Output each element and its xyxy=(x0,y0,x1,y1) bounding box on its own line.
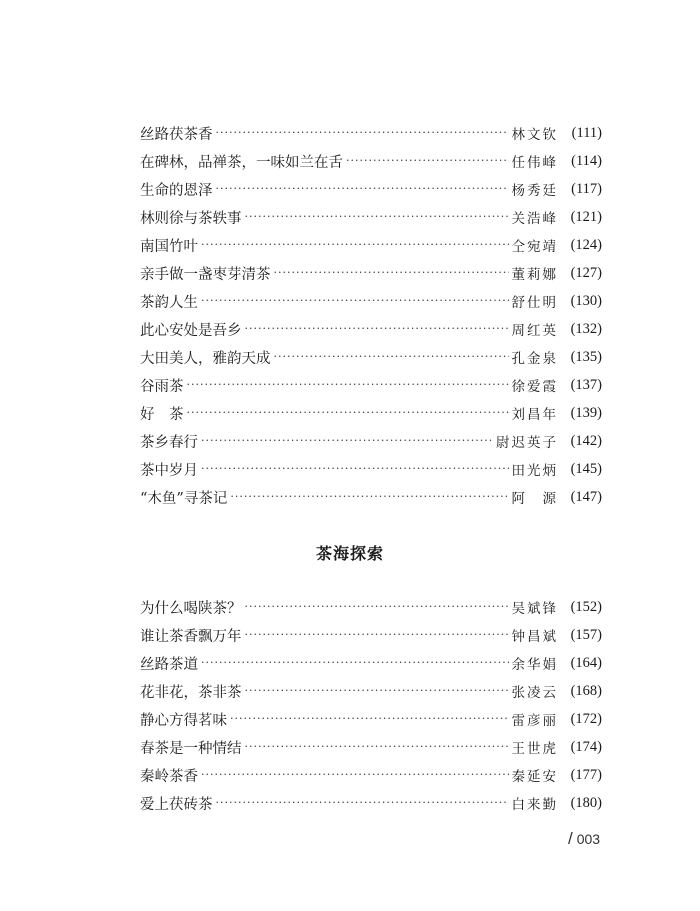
entry-author: 董莉娜 xyxy=(511,267,558,283)
entry-page: (152) xyxy=(570,598,602,615)
dot-leader xyxy=(201,238,509,252)
page-number-value: 003 xyxy=(576,831,601,847)
entry-title: 茶韵人生 xyxy=(140,294,198,311)
entry-page: (142) xyxy=(570,432,602,449)
dot-leader xyxy=(187,378,509,392)
entry-page: (135) xyxy=(570,348,602,365)
entry-page: (172) xyxy=(570,710,602,727)
toc-entry[interactable] xyxy=(140,119,602,147)
entry-page: (111) xyxy=(571,124,602,141)
page-slash: / xyxy=(568,829,573,848)
toc-entry[interactable] xyxy=(140,343,602,371)
dot-leader xyxy=(245,600,509,614)
entry-author: 周红英 xyxy=(511,323,558,339)
entry-page: (124) xyxy=(570,236,602,253)
dot-leader xyxy=(245,628,509,642)
toc-entry[interactable] xyxy=(140,203,602,231)
entry-page: (117) xyxy=(571,180,602,197)
dot-leader xyxy=(274,350,509,364)
entry-page: (157) xyxy=(570,626,602,643)
entry-page: (180) xyxy=(570,794,602,811)
dot-leader xyxy=(187,406,509,420)
dot-leader xyxy=(230,490,508,504)
entry-page: (177) xyxy=(570,766,602,783)
entry-author: 徐爱霞 xyxy=(511,379,558,395)
page-number xyxy=(568,829,600,849)
entry-title: 丝路茶道 xyxy=(140,656,198,673)
entry-author: 钟昌斌 xyxy=(511,629,558,645)
toc-entry[interactable] xyxy=(140,483,602,511)
entry-title: 为什么喝陕茶？ xyxy=(140,600,242,617)
dot-leader xyxy=(245,210,509,224)
toc-entry[interactable] xyxy=(140,733,602,761)
dot-leader xyxy=(245,684,509,698)
toc-entry[interactable] xyxy=(140,287,602,315)
entry-author: 杨秀廷 xyxy=(511,183,558,199)
toc-entry[interactable] xyxy=(140,371,602,399)
entry-title: 南国竹叶 xyxy=(140,238,198,255)
entry-title: 丝路茯茶香 xyxy=(140,126,213,143)
entry-title: 在碑林，品禅茶，一味如兰在舌 xyxy=(140,154,343,171)
dot-leader xyxy=(201,434,493,448)
entry-page: (130) xyxy=(570,292,602,309)
entry-author: 仝宛靖 xyxy=(511,239,558,255)
entry-author: 田光炳 xyxy=(511,463,558,479)
entry-title: 秦岭茶香 xyxy=(140,768,198,785)
entry-title: 静心方得茗味 xyxy=(140,712,227,729)
entry-title: 爱上茯砖茶 xyxy=(140,796,213,813)
entry-page: (137) xyxy=(570,376,602,393)
toc-entry[interactable] xyxy=(140,677,602,705)
entry-author: 秦延安 xyxy=(511,769,558,785)
entry-author: 吴斌锋 xyxy=(511,601,558,617)
dot-leader xyxy=(216,126,509,140)
entry-page: (174) xyxy=(570,738,602,755)
entry-title: 春茶是一种情结 xyxy=(140,740,242,757)
dot-leader xyxy=(201,294,509,308)
entry-title: 林则徐与茶轶事 xyxy=(140,210,242,227)
dot-leader xyxy=(201,768,509,782)
entry-author: 刘昌年 xyxy=(511,407,558,423)
dot-leader xyxy=(201,462,509,476)
entry-title: 大田美人，雅韵天成 xyxy=(140,350,271,367)
entry-author: 舒仕明 xyxy=(511,295,558,311)
toc-entry[interactable] xyxy=(140,621,602,649)
entry-page: (168) xyxy=(570,682,602,699)
dot-leader xyxy=(274,266,509,280)
entry-page: (145) xyxy=(570,460,602,477)
entry-title: 茶中岁月 xyxy=(140,462,198,479)
toc-entry[interactable] xyxy=(140,455,602,483)
toc-entry[interactable] xyxy=(140,593,602,621)
entry-title: 谷雨茶 xyxy=(140,378,184,395)
entry-title: 谁让茶香飘万年 xyxy=(140,628,242,645)
toc-entry[interactable] xyxy=(140,399,602,427)
toc-entry[interactable] xyxy=(140,175,602,203)
entry-author: 雷彦丽 xyxy=(511,713,558,729)
entry-page: (164) xyxy=(570,654,602,671)
dot-leader xyxy=(216,796,509,810)
toc-entry[interactable] xyxy=(140,705,602,733)
entry-author: 余华娟 xyxy=(511,657,558,673)
toc-entry[interactable] xyxy=(140,761,602,789)
entry-author: 阿 源 xyxy=(511,491,558,507)
entry-page: (147) xyxy=(570,488,602,505)
entry-page: (114) xyxy=(571,152,602,169)
entry-author: 王世虎 xyxy=(511,741,558,757)
entry-author: 白来勤 xyxy=(511,797,558,813)
toc-entry[interactable] xyxy=(140,427,602,455)
section-heading: 茶海探索 xyxy=(315,544,384,563)
entry-title: “木鱼”寻茶记 xyxy=(140,490,228,507)
entry-page: (127) xyxy=(570,264,602,281)
entry-author: 孔金泉 xyxy=(511,351,558,367)
entry-title: 花非花，茶非茶 xyxy=(140,684,242,701)
entry-author: 任伟峰 xyxy=(511,155,558,171)
toc-entry[interactable] xyxy=(140,147,602,175)
entry-page: (121) xyxy=(570,208,602,225)
toc-entry[interactable] xyxy=(140,789,602,817)
dot-leader xyxy=(245,740,509,754)
entry-title: 此心安处是吾乡 xyxy=(140,322,242,339)
dot-leader xyxy=(201,656,509,670)
dot-leader xyxy=(346,154,509,168)
entry-title: 茶乡春行 xyxy=(140,434,198,451)
dot-leader xyxy=(230,712,509,726)
entry-title: 好 茶 xyxy=(140,406,184,423)
entry-page: (132) xyxy=(570,320,602,337)
entry-author: 尉迟英子 xyxy=(496,435,558,451)
toc-entry[interactable] xyxy=(140,649,602,677)
toc-section-1 xyxy=(140,119,602,511)
dot-leader xyxy=(216,182,509,196)
entry-author: 关浩峰 xyxy=(511,211,558,227)
entry-author: 林文钦 xyxy=(511,127,558,143)
entry-title: 生命的恩泽 xyxy=(140,182,213,199)
toc-section-2 xyxy=(140,593,602,817)
toc-entry[interactable] xyxy=(140,259,602,287)
entry-author: 张凌云 xyxy=(511,685,558,701)
toc-entry[interactable] xyxy=(140,231,602,259)
entry-title: 亲手做一盏枣芽清茶 xyxy=(140,266,271,283)
toc-entry[interactable] xyxy=(140,315,602,343)
entry-page: (139) xyxy=(570,404,602,421)
dot-leader xyxy=(245,322,509,336)
